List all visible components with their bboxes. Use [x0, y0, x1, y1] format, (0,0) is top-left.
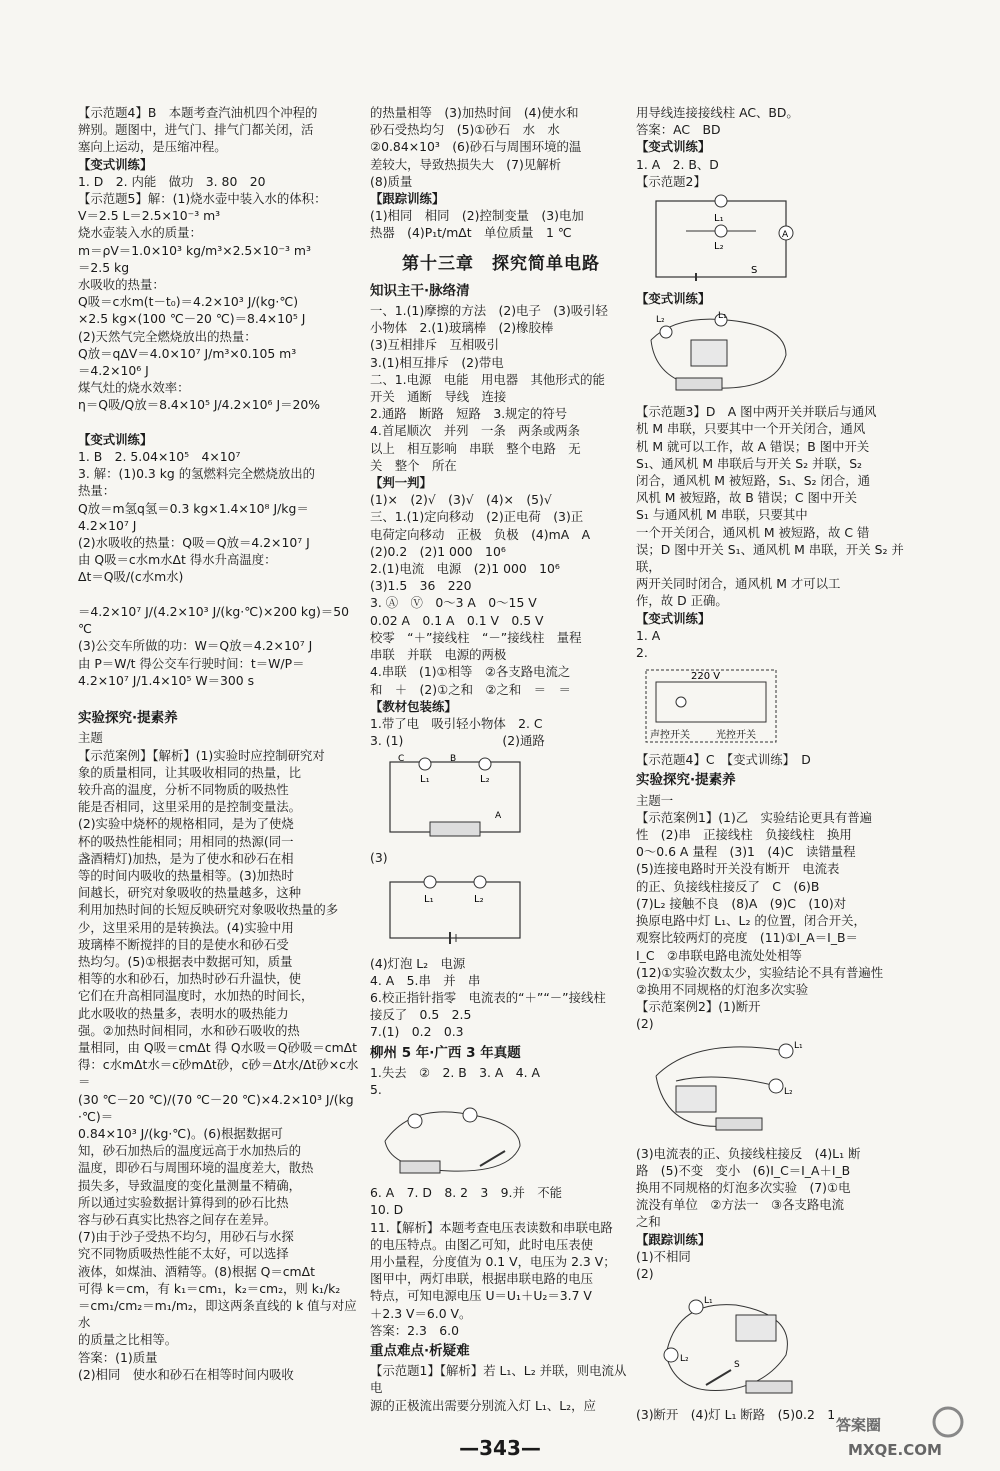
- text-line: 3. (1) (2)通路: [370, 733, 545, 749]
- text-line: 0～0.6 A 量程 (3)1 (4)C 读错量程: [636, 844, 856, 860]
- text-line: 图甲中，两灯串联，根据串联电路的电压: [370, 1271, 594, 1287]
- section-heading: 实验探究·提素养: [78, 710, 178, 727]
- text-line: 可得 k＝cm，有 k₁＝cm₁，k₂＝cm₂，则 k₁/k₂: [78, 1280, 341, 1296]
- text-line: 答案：AC BD: [636, 122, 721, 138]
- text-line: (12)①实验次数太少，实验结论不具有普遍性: [636, 964, 884, 980]
- text-line: 由 Q吸＝c水m水Δt 得水升高温度：: [78, 552, 277, 568]
- text-line: ＝2.5 kg: [78, 259, 130, 275]
- text-line: 换原电路中灯 L₁、L₂ 的位置，闭合开关，: [636, 913, 866, 929]
- text-line: 1. A 2. B、D: [636, 156, 719, 172]
- circuit-figure-tracking: [636, 1285, 806, 1401]
- text-line: 【示范题5】解：(1)烧水壶中装入水的体积：: [78, 191, 327, 207]
- text-line: (3)互相排斥 互相吸引: [370, 337, 500, 353]
- text-line: 0.02 A 0.1 A 0.1 V 0.5 V: [370, 612, 544, 628]
- text-line: 主题一: [636, 792, 674, 808]
- text-line: 开关 通断 导线 连接: [370, 389, 507, 405]
- section-heading: 柳州 5 年·广西 3 年真题: [370, 1044, 521, 1061]
- text-line: Q放＝m氢q氢＝0.3 kg×1.4×10⁸ J/kg＝: [78, 500, 309, 516]
- text-line: 之和: [636, 1214, 661, 1230]
- text-line: 烧水壶装入水的质量：: [78, 225, 202, 241]
- text-line: (2)实验中烧杯的规格相同，是为了使烧: [78, 816, 294, 832]
- text-line: 1.带了电 吸引轻小物体 2. C: [370, 715, 543, 731]
- figure-fig6: [636, 664, 912, 746]
- figure-fig7: [636, 1036, 912, 1140]
- column-middle: [370, 104, 632, 1414]
- text-line: 玻璃棒不断搅拌的目的是使水和砂石受: [78, 936, 289, 952]
- text-line: 1. B 2. 5.04×10⁵ 4×10⁷: [78, 449, 241, 465]
- text-line: 损失多，导致温度的变化量测量不精确，: [78, 1177, 302, 1193]
- svg-text:L₁: L₁: [704, 1296, 713, 1307]
- svg-text:L₂: L₂: [714, 241, 724, 253]
- text-line: 热均匀。(5)①根据表中数据可知，质量: [78, 953, 293, 969]
- text-line: 小物体 2.(1)玻璃棒 (2)橡胶棒: [370, 320, 554, 336]
- text-line: 性 (2)串 正接线柱 负接线柱 换用: [636, 827, 852, 843]
- text-line: 三、1.(1)定向移动 (2)正电荷 (3)正: [370, 509, 584, 525]
- text-line: (3)1.5 36 220: [370, 578, 472, 594]
- watermark-title: 答案圈: [836, 1416, 882, 1434]
- text-line: (2)相同 使水和砂石在相等时间内吸收: [78, 1366, 294, 1382]
- text-line: 特点，可知电源电压 U＝U₁＋U₂＝3.7 V: [370, 1288, 592, 1304]
- text-line: 的质量之比相等。: [78, 1332, 178, 1348]
- circuit-diagram-series: [370, 870, 540, 950]
- text-line: 用导线连接接线柱 AC、BD。: [636, 105, 799, 120]
- text-line: (5)连接电路时开关没有断开 电流表: [636, 861, 840, 877]
- text-line: 观察比较两灯的亮度 (11)①I_A＝I_B＝: [636, 930, 858, 946]
- text-line: (2): [636, 1016, 654, 1032]
- section-heading: 重点难点·析疑难: [370, 1342, 470, 1359]
- text-line: 2.: [636, 645, 648, 661]
- text-line: 电荷定向移动 正极 负极 (4)mA A: [370, 526, 591, 542]
- text-line: 关 整个 所在: [370, 457, 457, 473]
- text-line: 4.2×10⁷ J/1.4×10⁵ W＝300 s: [78, 672, 255, 688]
- text-line: 知，砂石加热后的温度远高于水加热后的: [78, 1143, 302, 1159]
- text-line: 【示范题3】D A 图中两开关并联后与通风: [636, 404, 877, 420]
- watermark-url: MXQE.COM: [848, 1441, 942, 1459]
- figure-fig5: [636, 310, 912, 398]
- text-line: I_C ②串联电路电流处处相等: [636, 947, 802, 963]
- svg-text:S: S: [751, 265, 758, 277]
- text-line: 二、1.电源 电能 用电器 其他形式的能: [370, 371, 605, 387]
- text-line: 得：c水mΔt水＝c砂mΔt砂，c砂＝Δt水/Δt砂×c水＝: [78, 1057, 359, 1090]
- text-line: [78, 689, 364, 706]
- text-line: 5.: [370, 1081, 382, 1097]
- text-line: 差较大，导致热损失大 (7)见解析: [370, 156, 562, 172]
- circuit-figure-ammeter: [636, 310, 806, 398]
- text-line: 【示范题4】C 【变式训练】 D: [636, 752, 811, 768]
- figure-fig8: [636, 1285, 912, 1401]
- chapter-title: 第十三章 探究简单电路: [402, 253, 600, 274]
- svg-text:A: A: [782, 230, 789, 241]
- text-line: 热量：: [78, 483, 116, 499]
- circuit-figure-parallel-ammeter: [636, 1036, 806, 1140]
- svg-text:220 V: 220 V: [691, 671, 721, 683]
- text-line: 间越长，研究对象吸收的热量越多，这种: [78, 885, 302, 901]
- circuit-diagram-switches: [636, 664, 786, 746]
- svg-text:L₂: L₂: [656, 315, 665, 326]
- text-line: 6.校正指针指零 电流表的“＋”“－”接线柱: [370, 989, 606, 1005]
- text-line: ＝4.2×10⁶ J: [78, 363, 149, 379]
- text-line: 【示范题1】【解析】若 L₁、L₂ 并联，则电流从电: [370, 1363, 627, 1396]
- svg-text:L₁: L₁: [714, 213, 724, 225]
- text-line: 热器 (4)P₁t/mΔt 单位质量 1 ℃: [370, 225, 572, 241]
- text-line: 【变式训练】: [78, 156, 153, 172]
- text-line: 【变式训练】: [78, 431, 153, 447]
- text-line: (3)电流表的正、负接线柱接反 (4)L₁ 断: [636, 1145, 861, 1161]
- text-line: 3. Ⓐ Ⓥ 0～3 A 0～15 V: [370, 595, 537, 611]
- text-line: 的热量相等 (3)加热时间 (4)使水和: [370, 105, 579, 120]
- text-line: Q放＝qΔV＝4.0×10⁷ J/m³×0.105 m³: [78, 345, 297, 361]
- text-line: 主题: [78, 730, 103, 746]
- text-line: ＝cm₁/cm₂＝m₁/m₂，即这两条直线的 k 值与对应水: [78, 1298, 357, 1331]
- text-line: 相等的水和砂石，加热时砂石升温快，使: [78, 971, 302, 987]
- column-left: [78, 104, 364, 1383]
- text-line: 【教材包装练】: [370, 698, 457, 714]
- text-line: S₁ 与通风机 M 串联，只要其中: [636, 507, 808, 523]
- text-line: 【变式训练】: [636, 610, 711, 626]
- text-line: (2)0.2 (2)1 000 10⁶: [370, 543, 506, 559]
- text-line: ×2.5 kg×(100 ℃－20 ℃)＝8.4×10⁵ J: [78, 311, 306, 327]
- text-line: V＝2.5 L＝2.5×10⁻³ m³: [78, 208, 221, 224]
- page-number: —343—: [459, 1436, 541, 1460]
- text-line: 用小量程，分度值为 0.1 V，电压为 2.3 V；: [370, 1253, 616, 1269]
- text-line: 换用不同规格的灯泡多次实验 (7)①电: [636, 1179, 851, 1195]
- text-line: 【示范题4】B 本题考查汽油机四个冲程的: [78, 105, 318, 120]
- svg-text:C: C: [398, 754, 405, 765]
- text-line: ②0.84×10³ (6)砂石与周围环境的温: [370, 139, 582, 155]
- text-line: 究不同物质吸热性能不太好，可以选择: [78, 1246, 289, 1262]
- text-line: 答案：(1)质量: [78, 1349, 158, 1365]
- text-line: 路 (5)不变 变小 (6)I_C＝I_A＋I_B: [636, 1162, 851, 1178]
- text-line: (1)相同 相同 (2)控制变量 (3)电加: [370, 208, 584, 224]
- text-line: 机 M 串联，只要其中一个开关闭合，通风: [636, 421, 866, 437]
- figure-fig3: [370, 1101, 632, 1179]
- text-line: η＝Q吸/Q放＝8.4×10⁵ J/4.2×10⁶ J＝20%: [78, 397, 321, 413]
- text-line: 温度，即砂石与周围环境的温度差大，散热: [78, 1160, 314, 1176]
- text-line: 10. D: [370, 1202, 404, 1218]
- text-line: 【跟踪训练】: [636, 1231, 711, 1247]
- text-line: Q吸＝c水m(t－t₀)＝4.2×10³ J/(kg·℃): [78, 294, 299, 310]
- text-line: (1)× (2)√ (3)√ (4)× (5)√: [370, 492, 552, 508]
- text-line: ＋2.3 V＝6.0 V。: [370, 1305, 472, 1321]
- text-line: 1.失去 ② 2. B 3. A 4. A: [370, 1064, 541, 1080]
- text-line: 4.首尾顺次 并列 一条 两条或两条: [370, 423, 581, 439]
- circuit-diagram-parallel: [636, 193, 806, 285]
- svg-text:L₁: L₁: [424, 893, 434, 905]
- text-line: 11.【解析】本题考查电压表读数和串联电路: [370, 1219, 613, 1235]
- text-line: (2)天然气完全燃烧放出的热量：: [78, 328, 257, 344]
- text-line: 源的正极流出需要分别流入灯 L₁、L₂，应: [370, 1397, 596, 1413]
- text-line: 的电压特点。由图乙可知，此时电压表使: [370, 1236, 594, 1252]
- text-line: 【示范案例1】(1)乙 实验结论更具有普遍: [636, 809, 873, 825]
- text-line: ②换用不同规格的灯泡多次实验: [636, 981, 809, 997]
- text-line: (2): [636, 1265, 654, 1281]
- figure-fig1: [370, 752, 632, 844]
- text-line: 它们在升高相同温度时，水加热的时间长，: [78, 988, 314, 1004]
- text-line: 2.(1)电流 电源 (2)1 000 10⁶: [370, 561, 560, 577]
- text-line: 由 P＝W/t 得公交车行驶时间：t＝W/P＝: [78, 655, 305, 671]
- text-line: 【变式训练】: [636, 139, 711, 155]
- text-line: 闭合，通风机 M 被短路，S₁、S₂ 闭合，通: [636, 473, 871, 489]
- text-line: 0.84×10³ J/(kg·℃)。(6)根据数据可: [78, 1125, 283, 1141]
- text-line: 2.通路 断路 短路 3.规定的符号: [370, 406, 568, 422]
- text-line: 4. A 5.串 并 串: [370, 972, 481, 988]
- text-line: 量相同，由 Q吸＝cmΔt 得 Q水吸＝Q砂吸＝cmΔt: [78, 1039, 357, 1055]
- text-line: 煤气灶的烧水效率：: [78, 380, 190, 396]
- text-line: 接反了 0.5 2.5: [370, 1007, 472, 1023]
- watermark-logo: [828, 1400, 978, 1462]
- text-line: 的正、负接线柱接反了 C (6)B: [636, 878, 820, 894]
- svg-text:L₁: L₁: [794, 1040, 803, 1051]
- text-line: 强。②加热时间相同，水和砂石吸收的热: [78, 1022, 300, 1038]
- text-line: 杯的吸热性能相同；用相同的热源(同一: [78, 833, 294, 849]
- text-line: (8)质量: [370, 173, 413, 189]
- circuit-figure-parallel: [370, 1101, 540, 1179]
- text-line: 1. D 2. 内能 做功 3. 80 20: [78, 173, 266, 189]
- text-line: 作，故 D 正确。: [636, 593, 728, 609]
- text-line: 4.2×10⁷ J: [78, 517, 137, 533]
- text-line: (2)水吸收的热量：Q吸＝Q放＝4.2×10⁷ J: [78, 535, 310, 551]
- svg-text:B: B: [450, 754, 457, 765]
- svg-text:L₂: L₂: [480, 774, 490, 786]
- text-line: 1. A: [636, 627, 661, 643]
- text-line: [78, 414, 364, 431]
- text-line: 3.(1)相互排斥 (2)带电: [370, 354, 504, 370]
- column-right: [636, 104, 912, 1423]
- text-line: 两开关同时闭合，通风机 M 才可以工: [636, 576, 841, 592]
- text-line: (30 ℃－20 ℃)/(70 ℃－20 ℃)×4.2×10³ J/(kg·℃)＝: [78, 1091, 354, 1124]
- text-line: 等的时间内吸收的热量相等。(3)加热时: [78, 867, 294, 883]
- svg-text:L₁: L₁: [420, 774, 430, 786]
- text-line: 容与砂石真实比热容之间存在差异。: [78, 1212, 277, 1227]
- text-line: 盏酒精灯)加热，是为了使水和砂石在相: [78, 850, 294, 866]
- text-line: 利用加热时间的长短反映研究对象吸收热量的多: [78, 902, 339, 918]
- text-line: 【判一判】: [370, 475, 432, 491]
- text-line: (7)L₂ 接触不良 (8)A (9)C (10)对: [636, 895, 847, 911]
- text-line: 以上 相互影响 串联 整个电路 无: [370, 440, 581, 456]
- text-line: [78, 586, 364, 603]
- text-line: ＝4.2×10⁷ J/(4.2×10³ J/(kg·℃)×200 kg)＝50 ℃: [78, 603, 353, 637]
- text-line: (7)由于沙子受热不均匀，用砂石与水探: [78, 1229, 294, 1245]
- text-line: 【示范案例2】(1)断开: [636, 999, 761, 1015]
- text-line: 辨别。题图中，进气门、排气门都关闭，活: [78, 122, 314, 138]
- text-line: 【跟踪训练】: [370, 191, 445, 207]
- text-line: (4)灯泡 L₂ 电源: [370, 955, 466, 971]
- text-line: 和 ＋ (2)①之和 ②之和 ＝ ＝: [370, 681, 571, 697]
- text-line: 此水吸收的热量多，表明水的吸热能力: [78, 1005, 289, 1021]
- text-line: 水吸收的热量：: [78, 277, 165, 293]
- text-line: 串联 并联 电源的两极: [370, 647, 507, 663]
- text-line: 校零 “＋”接线柱 “－”接线柱 量程: [370, 629, 582, 645]
- figure-fig4: [636, 193, 912, 285]
- text-line: (3)断开 (4)灯 L₁ 断路 (5)0.2 1: [636, 1407, 836, 1423]
- text-line: 液体，如煤油、酒精等。(8)根据 Q＝cmΔt: [78, 1263, 315, 1279]
- text-line: Δt＝Q吸/(c水m水): [78, 569, 184, 585]
- text-line: 机 M 就可以工作，故 A 错误；B 图中开关: [636, 438, 870, 454]
- svg-text:L₂: L₂: [474, 893, 484, 905]
- text-line: 较升高的温度，分析不同物质的吸热性: [78, 781, 289, 797]
- svg-text:声控开关: 声控开关: [650, 730, 690, 742]
- section-heading: 实验探究·提素养: [636, 772, 736, 789]
- circuit-figure-series: [370, 752, 540, 844]
- svg-text:L₂: L₂: [680, 1354, 689, 1365]
- text-line: 风机 M 被短路，故 B 错误；C 图中开关: [636, 490, 858, 506]
- text-line: 所以通过实验数据计算得到的砂石比热: [78, 1194, 289, 1210]
- svg-text:L₁: L₁: [718, 311, 727, 322]
- text-line: 答案：2.3 6.0: [370, 1322, 459, 1338]
- figure-fig2: [370, 870, 632, 950]
- text-line: 流没有单位 ②方法一 ③各支路电流: [636, 1197, 845, 1213]
- svg-text:S: S: [734, 1360, 740, 1371]
- section-heading: 知识主干·脉络清: [370, 282, 470, 299]
- text-line: m＝ρV＝1.0×10³ kg/m³×2.5×10⁻³ m³: [78, 242, 311, 258]
- text-line: 砂石受热均匀 (5)①砂石 水 水: [370, 122, 560, 138]
- text-line: 一个开关闭合，通风机 M 被短路，故 C 错: [636, 524, 870, 540]
- text-line: 少，这里采用的是转换法。(4)实验中用: [78, 919, 294, 935]
- svg-text:L₂: L₂: [784, 1086, 793, 1097]
- text-line: (3)公交车所做的功：W＝Q放＝4.2×10⁷ J: [78, 638, 313, 654]
- text-line: 象的质量相同，让其吸收相同的热量，比: [78, 764, 302, 780]
- text-line: (1)不相同: [636, 1248, 691, 1264]
- text-line: 【示范题2】: [636, 173, 706, 189]
- text-line: 【变式训练】: [636, 291, 711, 307]
- text-line: S₁、通风机 M 串联后与开关 S₂ 并联，S₂: [636, 455, 863, 471]
- text-line: 6. A 7. D 8. 2 3 9.并 不能: [370, 1185, 563, 1201]
- text-line: 3. 解：(1)0.3 kg 的氢燃料完全燃烧放出的: [78, 466, 316, 482]
- text-line: 误；D 图中开关 S₁、通风机 M 串联，开关 S₂ 并联，: [636, 541, 904, 575]
- text-line: (3): [370, 850, 388, 866]
- text-line: 塞向上运动，是压缩冲程。: [78, 139, 227, 155]
- text-line: 4.串联 (1)①相等 ②各支路电流之: [370, 664, 571, 680]
- text-line: 【示范案例】【解析】(1)实验时应控制研究对: [78, 747, 325, 763]
- text-line: 能是否相同，这里采用的是控制变量法。: [78, 799, 302, 815]
- text-line: 7.(1) 0.2 0.3: [370, 1024, 476, 1040]
- text-line: 一、1.(1)摩擦的方法 (2)电子 (3)吸引轻: [370, 303, 608, 319]
- svg-text:A: A: [495, 811, 502, 822]
- svg-text:光控开关: 光控开关: [716, 730, 756, 742]
